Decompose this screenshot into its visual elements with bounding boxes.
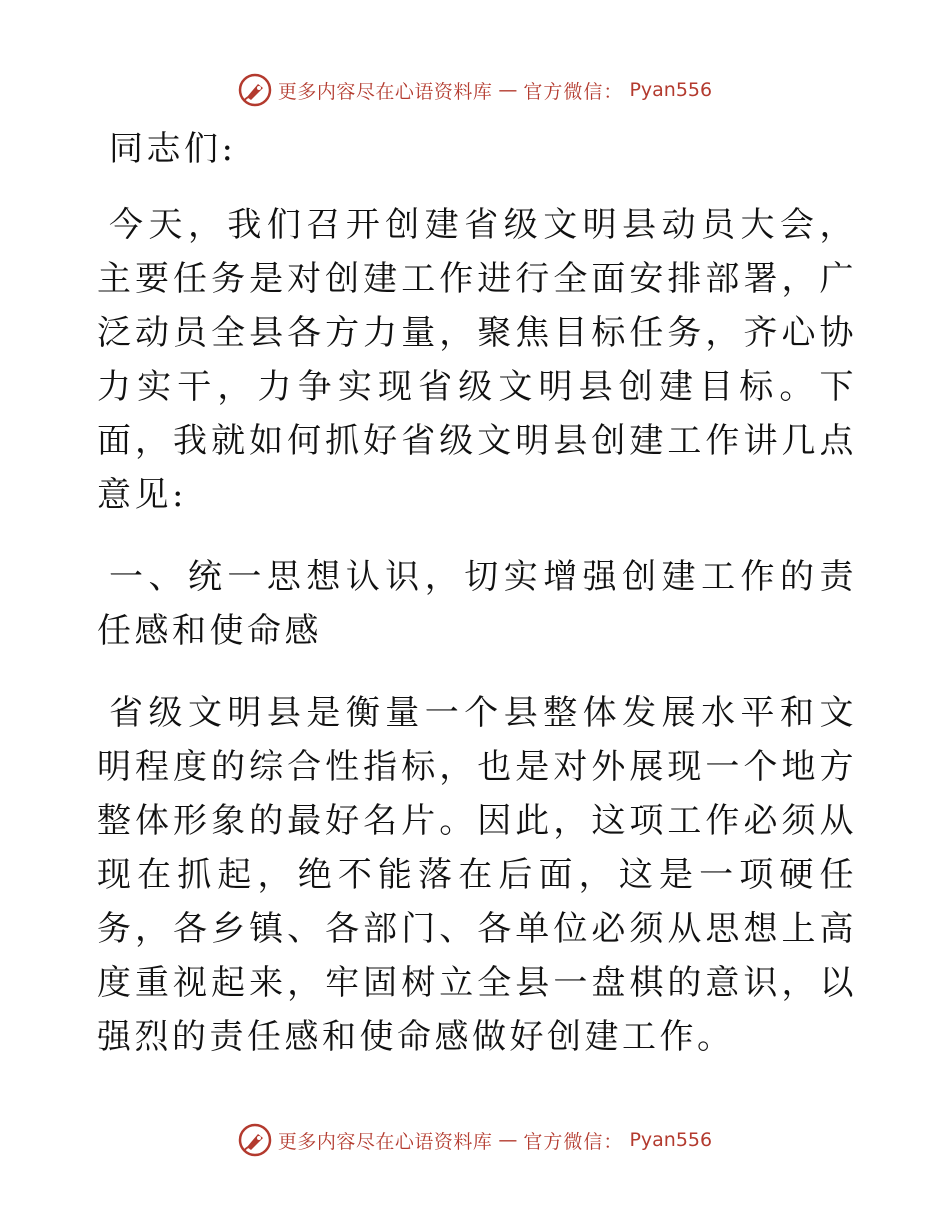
header-watermark-banner <box>0 70 950 110</box>
watermark-wechat-id: Pyan556 <box>629 1129 713 1151</box>
section-heading: 一、统一思想认识，切实增强创建工作的责任感和使命感 <box>97 557 857 651</box>
body-paragraph: 省级文明县是衡量一个县整体发展水平和文明程度的综合性指标，也是对外展现一个地方整体形象的最好名片。因此，这项工作必须从现在抓起，绝不能落在后面，这是一项硬任务，各乡镇、各部门、各单位必须从思想上高度重视起来，牢固树立全县一盘棋的意识，以强烈的责任感和使命感做好创建工作。 <box>97 693 857 1057</box>
intro-paragraph: 今天，我们召开创建省级文明县动员大会，主要任务是对创建工作进行全面安排部署，广泛动员全县各方力量，聚焦目标任务，齐心协力实干，力争实现省级文明县创建目标。下面，我就如何抓好省级文明县创建工作讲几点意见: <box>97 205 857 515</box>
document-body <box>97 122 857 1064</box>
pen-nib-logo-icon <box>238 73 272 107</box>
watermark-separator: — <box>498 1129 518 1151</box>
watermark-brand-text: 更多内容尽在心语资料库 <box>277 80 493 103</box>
greeting: 同志们: <box>109 129 237 169</box>
pen-nib-logo-icon <box>238 1123 272 1157</box>
watermark-official-label: 官方微信： <box>523 80 624 103</box>
watermark-wechat-id: Pyan556 <box>629 79 713 101</box>
watermark-brand-text: 更多内容尽在心语资料库 <box>277 1130 493 1153</box>
watermark-separator: — <box>498 79 518 101</box>
footer-watermark-banner <box>0 1120 950 1160</box>
watermark-official-label: 官方微信： <box>523 1130 624 1153</box>
